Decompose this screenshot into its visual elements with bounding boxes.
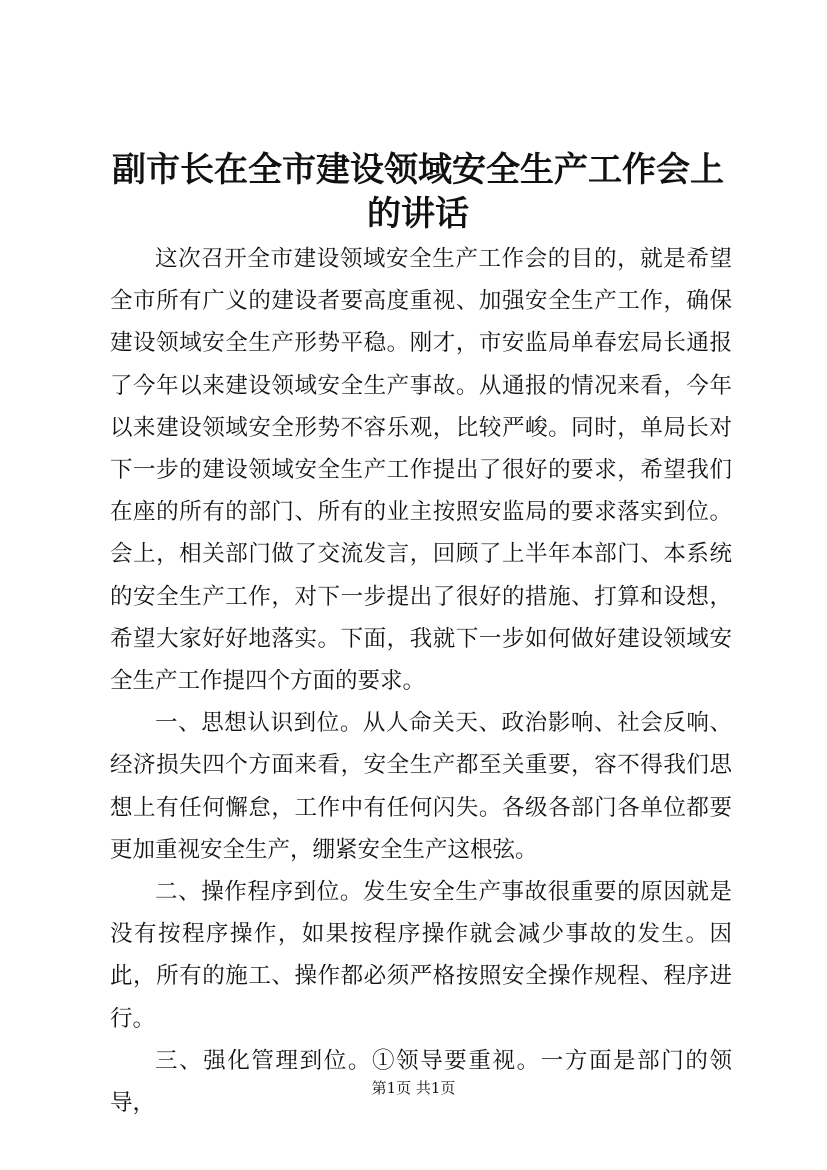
document-body [110, 238, 732, 1124]
paragraph-point-1: 一、思想认识到位。从人命关天、政治影响、社会反响、经济损失四个方面来看，安全生产都至关重要，容不得我们思想上有任何懈怠，工作中有任何闪失。各级各部门各单位都要更加重视安全生产，绷紧安全生产这根弦。 [110, 710, 732, 863]
document-title: 副市长在全市建设领域安全生产工作会上的讲话 [112, 150, 724, 234]
paragraph-point-3: 三、强化管理到位。①领导要重视。一方面是部门的领导， [110, 1047, 732, 1117]
paragraph-intro: 这次召开全市建设领域安全生产工作会的目的，就是希望全市所有广义的建设者要高度重视、加强安全生产工作，确保建设领域安全生产形势平稳。刚才，市安监局单春宏局长通报了今年以来建设领域安全生产事故。从通报的情况来看，今年以来建设领域安全形势不容乐观，比较严峻。同时，单局长对下一步的建设领域安全生产工作提出了很好的要求，希望我们在座的所有的部门、所有的业主按照安监局的要求落实到位。会上，相关部门做了交流发言，回顾了上半年本部门、本系统的安全生产工作，对下一步提出了很好的措施、打算和设想，希望大家好好地落实。下面，我就下一步如何做好建设领域安全生产工作提四个方面的要求。 [110, 246, 732, 695]
paragraph-point-2: 二、操作程序到位。发生安全生产事故很重要的原因就是没有按程序操作，如果按程序操作就会减少事故的发生。因此，所有的施工、操作都必须严格按照安全操作规程、程序进行。 [110, 879, 732, 1032]
page-number-footer: 第1页 共1页 [371, 1079, 456, 1097]
